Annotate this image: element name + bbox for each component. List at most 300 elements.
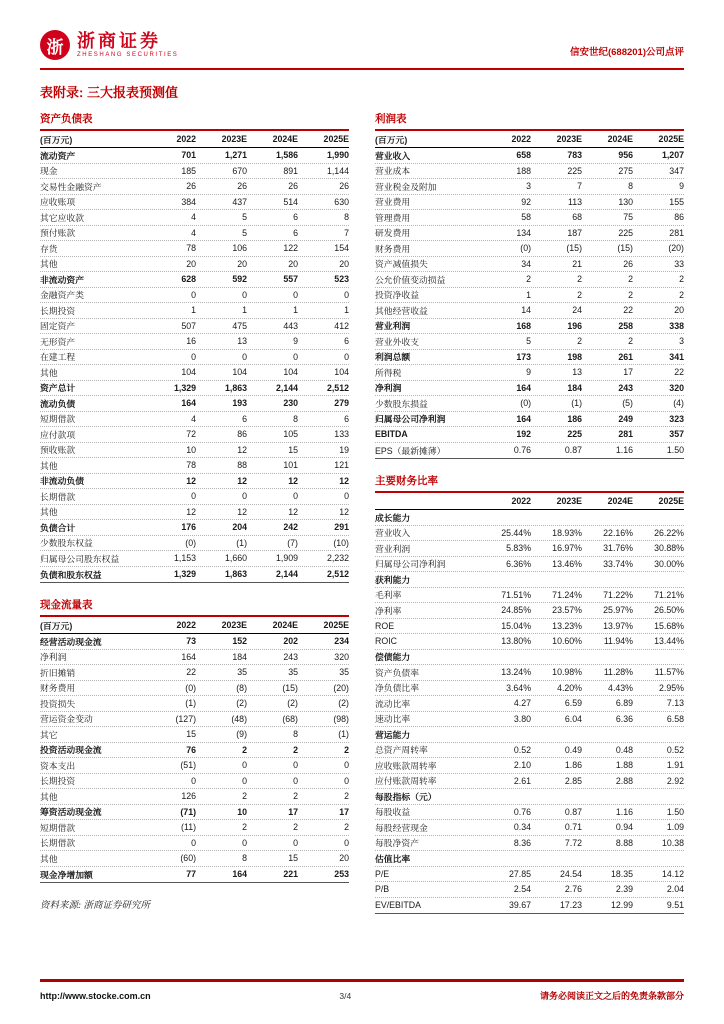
page-number: 3/4 [339,990,352,1001]
row-label: 投资净收益 [375,290,419,301]
row-value: 20 [288,258,298,269]
row-value: 20 [674,305,684,316]
table-row [40,319,349,335]
row-label: 获利能力 [375,574,411,585]
row-value: 204 [232,522,248,533]
row-value: (15) [566,243,583,254]
row-value: 2.61 [513,775,532,786]
row-value: 13.97% [603,620,633,631]
row-value: 2,232 [326,553,349,564]
row-value: 1,329 [174,569,197,580]
row-value: 0 [293,289,298,300]
row-value: 8 [293,729,298,740]
row-value: 186 [567,413,583,424]
table-row [40,427,349,443]
row-label: 短期借款 [40,822,76,833]
row-value: 357 [669,429,684,440]
left-column [40,111,349,928]
row-label: 其他 [40,853,58,864]
row-value: 8 [628,181,633,192]
row-value: 24.54 [560,868,583,879]
income-statement-table [375,131,684,459]
row-label: 营业费用 [375,197,411,208]
row-value: 225 [567,165,583,176]
row-value: 13.80% [501,636,532,647]
table-row [375,603,684,619]
row-value: 12 [288,475,298,486]
row-value: 71.21% [654,589,684,600]
row-label: 应收账项 [40,197,76,208]
row-value: 176 [181,522,197,533]
balance-sheet-table [40,131,349,583]
row-label: 短期借款 [40,414,76,425]
row-label: EBITDA [375,429,408,440]
row-value: 185 [181,165,197,176]
row-value: 18.35 [610,868,633,879]
row-label: 净利润 [375,383,402,394]
cash-flow-table [40,617,349,883]
row-value: 6.36 [615,713,633,724]
row-label: 负债和股东权益 [40,569,102,580]
table-row [375,898,684,914]
table-row [40,381,349,397]
row-value: 6 [293,212,298,223]
row-label: 营业收入 [375,150,411,161]
row-value: (48) [231,713,248,724]
table-row [40,241,349,257]
row-value: 1 [293,305,298,316]
row-label: 营业成本 [375,166,411,177]
row-value: 2 [242,791,248,802]
row-value: 10 [186,444,197,455]
row-label: 应付账款周转率 [375,776,437,787]
row-value: 6 [242,413,248,424]
row-value: 1.50 [666,806,684,817]
table-row [375,588,684,604]
table-row [375,443,684,459]
row-value: 2.92 [666,775,684,786]
row-value: 0.34 [513,822,532,833]
row-value: 12 [186,475,197,486]
row-value: 22 [623,305,633,316]
row-label: 折旧摊销 [40,667,76,678]
row-value: 104 [181,367,197,378]
row-value: 7.72 [564,837,583,848]
row-value: 0 [191,491,197,502]
row-label: 营业利润 [375,543,411,554]
row-label: 营业税金及附加 [375,181,437,192]
row-label: 公允价值变动损益 [375,274,446,285]
row-value: 26 [186,181,197,192]
table-row [375,334,684,350]
table-row [375,572,684,588]
row-value: 0 [293,837,298,848]
row-value: 0.76 [513,806,532,817]
row-value: 2 [344,791,349,802]
row-value: 2.10 [513,760,532,771]
row-value: 104 [283,367,298,378]
table-row [40,288,349,304]
row-value: 173 [516,351,532,362]
row-label: 非流动负债 [40,476,84,487]
row-value: (9) [236,729,248,740]
row-value: 2.85 [564,775,583,786]
table-header-row [40,131,349,148]
table-row [40,489,349,505]
row-label: 其他经营收益 [375,305,428,316]
table-row [375,526,684,542]
row-value: 33 [674,258,684,269]
row-value: 4 [191,212,197,223]
row-value: 192 [516,429,532,440]
row-value: (8) [236,682,248,693]
row-label: 无形资产 [40,336,76,347]
row-value: 443 [283,320,298,331]
row-value: 384 [181,196,197,207]
row-value: 23.57% [552,605,583,616]
row-label: 投资活动现金流 [40,745,102,756]
row-label: 资产减值损失 [375,259,428,270]
row-value: 12 [237,475,248,486]
row-label: 少数股东损益 [375,398,428,409]
row-value: 33.74% [603,558,633,569]
row-value: 10.38 [661,837,684,848]
table-row [375,774,684,790]
table-row [40,210,349,226]
table-row [375,288,684,304]
brand-logo [40,30,178,60]
row-value: 1,144 [326,165,349,176]
row-value: 35 [237,667,248,678]
unit-label: (百万元) [40,620,73,631]
website-link[interactable]: http://www.stocke.com.cn [40,990,151,1001]
table-row [375,164,684,180]
row-value: 1.16 [615,445,633,456]
row-value: 4 [191,413,197,424]
row-value: 4.20% [557,682,583,693]
row-value: 72 [186,429,197,440]
row-label: 资产总计 [40,383,76,394]
table-row [40,334,349,350]
row-value: 0 [293,491,298,502]
row-value: 1,660 [225,553,248,564]
logo-glyph: 浙 [46,37,64,57]
table-row [375,805,684,821]
row-label: 应收账款周转率 [375,760,437,771]
row-value: (2) [287,698,298,709]
row-value: 26 [623,258,633,269]
row-label: 偿债能力 [375,652,411,663]
row-value: 0 [344,760,349,771]
row-value: 2 [628,274,633,285]
row-value: 193 [232,398,248,409]
table-row [40,164,349,180]
row-label: EV/EBITDA [375,900,421,911]
row-label: 营运能力 [375,729,411,740]
row-value: 11.57% [654,667,684,678]
row-value: 105 [283,429,298,440]
row-label: 固定资产 [40,321,76,332]
row-label: 营业收入 [375,528,411,539]
row-value: 71.24% [552,589,583,600]
row-value: 320 [669,382,684,393]
row-value: 5 [526,336,532,347]
row-value: 0 [242,351,248,362]
row-value: 1,207 [661,150,684,161]
row-value: 0 [242,775,248,786]
table-row [375,758,684,774]
table-row [40,350,349,366]
table-row [40,551,349,567]
row-value: 2.88 [615,775,633,786]
row-value: 291 [334,522,349,533]
row-value: 106 [232,243,248,254]
row-value: (15) [617,243,633,254]
row-label: 归属母公司股东权益 [40,553,120,564]
column-header: 2023E [556,134,583,144]
row-value: 437 [232,196,248,207]
row-value: 15 [288,444,298,455]
row-value: 956 [618,150,633,161]
row-value: 26 [237,181,248,192]
row-value: 164 [181,651,197,662]
row-label: P/B [375,884,390,895]
column-header: 2024E [272,620,298,630]
row-value: 7 [344,227,349,238]
row-value: 26.22% [654,527,684,538]
row-value: 0 [242,837,248,848]
row-value: 0.48 [615,744,633,755]
row-label: 长期投资 [40,305,76,316]
table-row [375,696,684,712]
table-row [375,712,684,728]
row-value: 0.52 [513,744,532,755]
table-row [40,520,349,536]
row-value: 184 [567,382,583,393]
row-value: 281 [618,429,633,440]
row-value: 187 [567,227,583,238]
row-value: 2 [577,274,583,285]
row-value: 20 [186,258,197,269]
table-row [40,195,349,211]
row-value: 0 [191,775,197,786]
row-value: 261 [618,351,633,362]
row-value: 122 [283,243,298,254]
row-value: 13.23% [552,620,583,631]
row-value: 225 [618,227,633,238]
column-header: 2024E [607,496,633,506]
row-label: 长期借款 [40,491,76,502]
row-label: 筹资活动现金流 [40,807,102,818]
right-column [375,111,684,928]
row-value: 2 [242,744,248,755]
row-label: 其它应收款 [40,212,84,223]
row-value: 121 [334,460,349,471]
row-label: P/E [375,868,390,879]
row-value: 0.49 [564,744,583,755]
table-header-row [375,493,684,510]
table-row [375,148,684,164]
table-row [40,665,349,681]
row-value: 152 [232,636,248,647]
row-label: 预收账款 [40,445,76,456]
row-value: 592 [232,274,248,285]
column-header: 2022 [511,134,532,144]
row-label: 营业利润 [375,321,411,332]
row-value: 164 [232,869,248,880]
table-row [40,179,349,195]
table-row [375,396,684,412]
row-label: 非流动资产 [40,274,84,285]
row-value: (7) [287,537,298,548]
cash-flow-title: 现金流量表 [40,597,349,617]
column-header: 2022 [176,134,197,144]
column-header: 2025E [658,134,684,144]
row-value: 0 [191,837,197,848]
income-statement-block [375,111,684,459]
row-label: 速动比率 [375,714,411,725]
column-header: 2022 [176,620,197,630]
row-value: 658 [516,150,532,161]
column-header: 2025E [658,496,684,506]
row-value: 71.51% [501,589,532,600]
row-value: 17 [623,367,633,378]
table-row [375,727,684,743]
row-value: 523 [334,274,349,285]
row-value: 8 [293,413,298,424]
row-value: 2.04 [666,884,684,895]
row-value: 0 [191,351,197,362]
row-value: 891 [283,165,298,176]
row-value: 15 [186,729,197,740]
row-value: (1) [571,398,583,409]
unit-label: (百万元) [40,134,73,145]
row-value: 242 [283,522,298,533]
row-value: 8 [344,212,349,223]
row-value: 234 [334,636,349,647]
logo-icon [40,30,70,60]
row-label: 流动资产 [40,150,76,161]
table-row [40,412,349,428]
row-value: 0 [242,289,248,300]
row-value: 2.76 [564,884,583,895]
table-row [40,851,349,867]
row-value: 92 [521,196,532,207]
row-label: 资本支出 [40,760,76,771]
row-value: 2 [577,289,583,300]
brand-text [77,32,178,59]
row-label: 营业外收支 [375,336,419,347]
column-header: 2024E [607,134,633,144]
row-value: 1,153 [174,553,197,564]
table-row [40,867,349,883]
row-value: 30.88% [654,543,684,554]
table-row [40,536,349,552]
row-value: 25.97% [603,605,633,616]
row-value: 78 [186,460,197,471]
table-row [40,696,349,712]
row-value: 13.24% [501,667,532,678]
row-label: 存货 [40,243,58,254]
row-value: 8.88 [615,837,633,848]
row-value: 13.46% [552,558,583,569]
row-value: 3.80 [513,713,532,724]
table-row [40,148,349,164]
row-value: 12.99 [610,900,633,911]
column-header: 2024E [272,134,298,144]
row-value: 10.60% [552,636,583,647]
row-value: 0.87 [564,445,583,456]
row-value: (1) [185,698,197,709]
row-label: 金融资产类 [40,290,84,301]
row-value: 507 [181,320,197,331]
cash-flow-block [40,597,349,883]
row-label: 少数股东权益 [40,538,93,549]
row-value: 26.50% [654,605,684,616]
table-row [40,727,349,743]
page-footer [40,979,684,1002]
row-value: 155 [669,196,684,207]
row-value: (0) [520,243,532,254]
row-value: 2,144 [275,382,298,393]
table-row [375,789,684,805]
table-row [375,241,684,257]
table-row [40,567,349,583]
page-title: 表附录: 三大报表预测值 [40,85,178,100]
row-value: 557 [283,274,298,285]
row-label: 每股指标（元） [375,791,437,802]
row-value: 10 [237,806,248,817]
row-value: 19 [339,444,349,455]
table-row [40,805,349,821]
table-row [375,650,684,666]
row-value: 0 [344,491,349,502]
row-value: 12 [237,506,248,517]
source-note: 资料来源: 浙商证券研究所 [40,901,151,911]
table-row [375,412,684,428]
ratios-title: 主要财务比率 [375,473,684,493]
table-row [375,882,684,898]
row-value: 17 [339,806,349,817]
row-value: 243 [283,651,298,662]
row-value: 17 [288,806,298,817]
row-value: 16 [186,336,197,347]
row-value: 6 [344,413,349,424]
row-value: 1,329 [174,382,197,393]
row-value: 2,144 [275,569,298,580]
row-value: 34 [521,258,532,269]
row-value: 14.12 [661,868,684,879]
row-value: 202 [283,636,298,647]
row-value: 1,271 [225,150,248,161]
row-value: 113 [567,196,583,207]
row-value: 22 [674,367,684,378]
row-value: 4.27 [513,698,532,709]
page-header [40,30,684,70]
table-row [375,272,684,288]
row-value: 221 [283,869,298,880]
table-row [375,303,684,319]
row-value: 6.58 [666,713,684,724]
row-value: 7 [577,181,583,192]
row-value: (10) [333,537,349,548]
table-row [375,836,684,852]
row-value: 2 [628,289,633,300]
row-value: 31.76% [603,543,633,554]
row-value: (1) [236,537,248,548]
column-header: 2025E [323,620,349,630]
row-value: 320 [334,651,349,662]
